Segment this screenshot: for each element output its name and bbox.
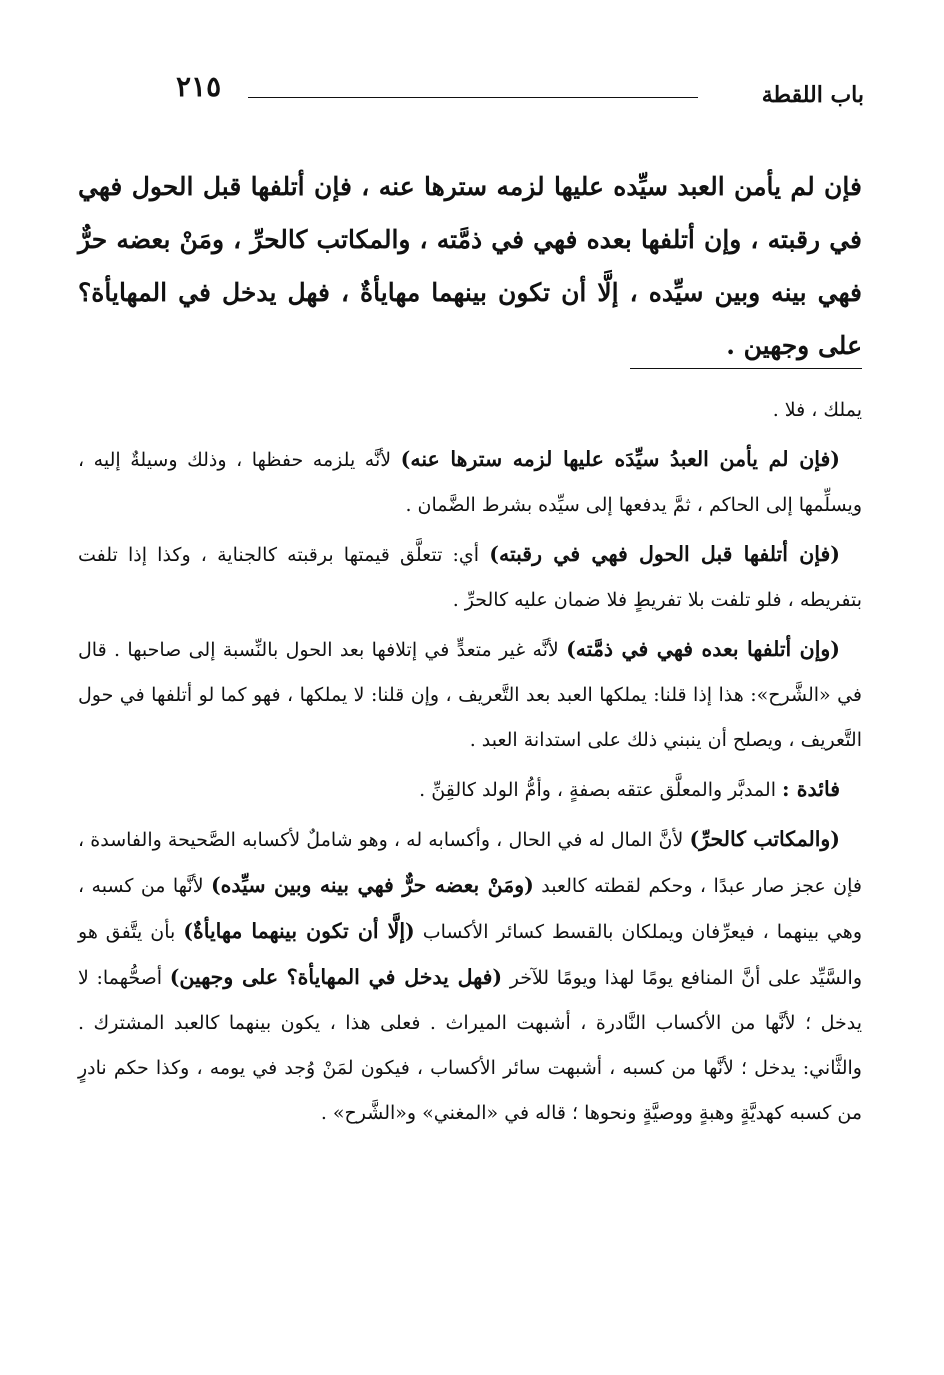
commentary-paragraph [78,532,862,623]
matn-text: فإن لم يأمن العبد سيِّده عليها لزمه سترها عنه ، فإن أتلفها قبل الحول فهي في رقبته ، وإن أتلفها بعده فهي في ذمَّته ، والمكاتب كالحرِّ ، ومَنْ بعضه حرٌّ فهي بينه وبين سيِّده ، إلَّا أن تكون بينهما مهايأةٌ ، فهل يدخل في المهايأة؟ على وجهين . [78,172,862,360]
header-rule [248,97,698,98]
quoted-matn: (والمكاتب كالحرِّ) [689,827,840,851]
commentary-paragraph [78,817,862,1136]
quoted-matn: (فإن أتلفها قبل الحول فهي في رقبته) [489,542,840,566]
commentary-paragraph [78,437,862,528]
commentary-text: أصحُّهما: لا يدخل ؛ لأنَّها من الأكساب النَّادرة ، أشبهت الميراث . فعلى هذا ، يكون بينهما كالعبد المشترك . والثَّاني: يدخل ؛ لأنَّها من كسبه ، أشبهت سائر الأكساب ، فيكون لمَنْ وُجد في يومه ، وكذا حكم نادرٍ من كسبه كهديَّةٍ وهبةٍ ووصيَّةٍ ونحوها ؛ قاله في «المغني» و«الشَّرح» . [78,967,862,1124]
separator-rule [630,368,862,369]
commentary-paragraph [78,767,862,813]
commentary-text: يملك ، فلا . [772,399,862,421]
commentary-text: لأنَّه يلزمه حفظها ، وذلك وسيلةٌ إليه ، ويسلِّمها إلى الحاكم ، ثمَّ يدفعها إلى سيِّده بشرط الضَّمان . [78,449,862,516]
chapter-title: باب اللقطة [761,82,864,108]
commentary [78,388,862,1136]
quoted-matn: (وإن أتلفها بعده فهي في ذمَّته) [566,637,841,661]
commentary-text: لأنَّ المال له في الحال ، وأكسابه له ، وهو شاملٌ لأكسابه الصَّحيحة والفاسدة ، فإن عجز صار عبدًا ، وحكم لقطته كالعبد [78,829,862,897]
quoted-matn: (فهل يدخل في المهايأة؟ على وجهين) [169,965,503,989]
commentary-paragraph [78,388,862,433]
quoted-matn: (ومَنْ بعضه حرٌّ فهي بينه وبين سيِّده) [210,873,534,897]
quoted-matn: (إلَّا أن تكون بينهما مهايأةٌ) [183,919,415,943]
quoted-matn: (فإن لم يأمن العبدُ سيِّدَه عليها لزمه سترها عنه) [400,447,840,471]
commentary-text: لأنَّه غير متعدٍّ في إتلافها بعد الحول بالنِّسبة إلى صاحبها . قال في «الشَّرح»: هذا إذا قلنا: يملكها العبد بعد التَّعريف ، وإن قلنا: لا يملكها ، فهو كما لو أتلفها في حول التَّعريف ، ويصلح أن ينبني ذلك على استدانة العبد . [78,639,862,751]
commentary-text: لأنَّها من كسبه ، وهي بينهما ، فيعرِّفان ويملكان بالقسط كسائر الأكساب [78,875,863,943]
commentary-text: أي: تتعلَّق قيمتها برقبته كالجناية ، وكذا إذا تلفت بتفريطه ، فلو تلفت بلا تفريطٍ فلا ضمان عليه كالحرِّ . [78,544,862,611]
commentary-text: بأن يتَّفق هو والسَّيِّد على أنَّ المنافع يومًا لهذا ويومًا للآخر [78,921,863,989]
commentary-text: المدبَّر والمعلَّق عتقه بصفةٍ ، وأمُّ الولد كالقِنِّ . [419,779,783,801]
commentary-paragraph [78,627,862,763]
note-label: فائدة : [782,777,840,801]
page-number: ٢١٥ [176,70,222,103]
